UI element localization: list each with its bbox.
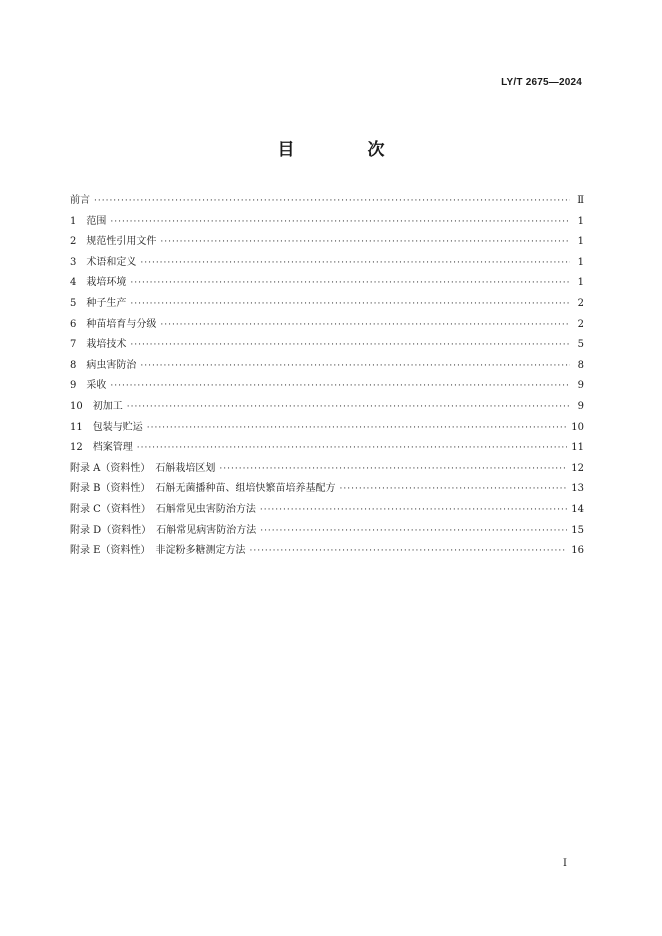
toc-entry[interactable] xyxy=(70,253,584,274)
toc-entry-label: 2 规范性引用文件 xyxy=(70,236,157,248)
toc-entry-page: 12 xyxy=(571,462,584,474)
page-number: I xyxy=(563,858,567,869)
toc-entry[interactable] xyxy=(70,438,584,459)
toc-leader-dots xyxy=(340,479,568,499)
toc-entry-label: 12 档案管理 xyxy=(70,442,133,454)
toc-entry[interactable] xyxy=(70,479,584,500)
toc-entry[interactable] xyxy=(70,356,584,377)
toc-leader-dots xyxy=(160,232,570,252)
toc-entry-page: 2 xyxy=(577,318,584,330)
toc-entry-label: 7 栽培技术 xyxy=(70,339,127,351)
toc-entry-label: 1 范围 xyxy=(70,215,107,227)
toc-leader-dots xyxy=(140,356,570,376)
toc-entry-page: 9 xyxy=(577,400,584,412)
toc-entry-page: 9 xyxy=(577,380,584,392)
toc-leader-dots xyxy=(130,273,570,293)
toc-entry-page: 1 xyxy=(577,277,584,289)
toc-leader-dots xyxy=(127,397,570,417)
toc-entry-page: 1 xyxy=(577,256,584,268)
toc-entry-label: 4 栽培环境 xyxy=(70,277,127,289)
toc-entry-label: 5 种子生产 xyxy=(70,297,127,309)
toc-leader-dots xyxy=(137,438,568,458)
toc-entry-label: 3 术语和定义 xyxy=(70,256,137,268)
toc-entry-label: 附录 A（资料性） 石斛栽培区划 xyxy=(70,462,216,474)
toc-entry-page: 8 xyxy=(577,359,584,371)
toc-entry-page: Ⅱ xyxy=(577,195,584,206)
toc-leader-dots xyxy=(147,418,568,438)
toc-leader-dots xyxy=(219,459,567,479)
toc-title: 目 次 xyxy=(277,140,413,160)
toc-leader-dots xyxy=(94,191,570,211)
toc-leader-dots xyxy=(110,212,570,232)
toc-entry[interactable] xyxy=(70,541,584,562)
toc-entry[interactable] xyxy=(70,500,584,521)
toc-entry[interactable] xyxy=(70,521,584,542)
toc-entry[interactable] xyxy=(70,232,584,253)
toc-entry-page: 2 xyxy=(577,297,584,309)
toc-entry[interactable] xyxy=(70,459,584,480)
toc-leader-dots xyxy=(249,541,567,561)
toc-entry-page: 11 xyxy=(571,442,584,454)
toc-entry-label: 附录 B（资料性） 石斛无菌播种苗、组培快繁苗培养基配方 xyxy=(70,483,336,495)
toc-entry-page: 10 xyxy=(571,421,584,433)
toc-entry-label: 附录 E（资料性） 非淀粉多糖测定方法 xyxy=(70,545,246,557)
toc-leader-dots xyxy=(130,335,570,355)
toc-entry[interactable] xyxy=(70,335,584,356)
toc-entry-label: 9 采收 xyxy=(70,380,107,392)
toc-leader-dots xyxy=(130,294,570,314)
toc-leader-dots xyxy=(160,315,570,335)
toc-entry-label: 附录 C（资料性） 石斛常见虫害防治方法 xyxy=(70,503,256,515)
toc-entry[interactable] xyxy=(70,294,584,315)
toc-entry-page: 1 xyxy=(577,236,584,248)
toc-leader-dots xyxy=(260,500,567,520)
toc-entry-page: 1 xyxy=(577,215,584,227)
toc-entry-label: 附录 D（资料性） 石斛常见病害防治方法 xyxy=(70,524,257,536)
toc-leader-dots xyxy=(260,521,567,541)
toc-entry-label: 8 病虫害防治 xyxy=(70,359,137,371)
toc-entry[interactable] xyxy=(70,315,584,336)
toc-entry-label: 前言 xyxy=(70,195,90,206)
toc-entry[interactable] xyxy=(70,212,584,233)
toc-entry-page: 5 xyxy=(577,339,584,351)
toc-entry[interactable] xyxy=(70,397,584,418)
toc-entry-page: 14 xyxy=(571,503,584,515)
toc-entry-label: 11 包装与贮运 xyxy=(70,421,143,433)
toc-leader-dots xyxy=(140,253,570,273)
toc-leader-dots xyxy=(110,376,570,396)
toc-entry-page: 16 xyxy=(571,545,584,557)
toc-entry[interactable] xyxy=(70,376,584,397)
document-code: LY/T 2675—2024 xyxy=(501,77,582,88)
toc-entry-label: 6 种苗培育与分级 xyxy=(70,318,157,330)
toc-entry[interactable] xyxy=(70,273,584,294)
toc-entry[interactable] xyxy=(70,418,584,439)
toc-entry[interactable] xyxy=(70,191,584,212)
toc-entry-page: 15 xyxy=(571,524,584,536)
toc-list xyxy=(70,191,584,562)
toc-entry-label: 10 初加工 xyxy=(70,400,123,412)
toc-entry-page: 13 xyxy=(571,483,584,495)
